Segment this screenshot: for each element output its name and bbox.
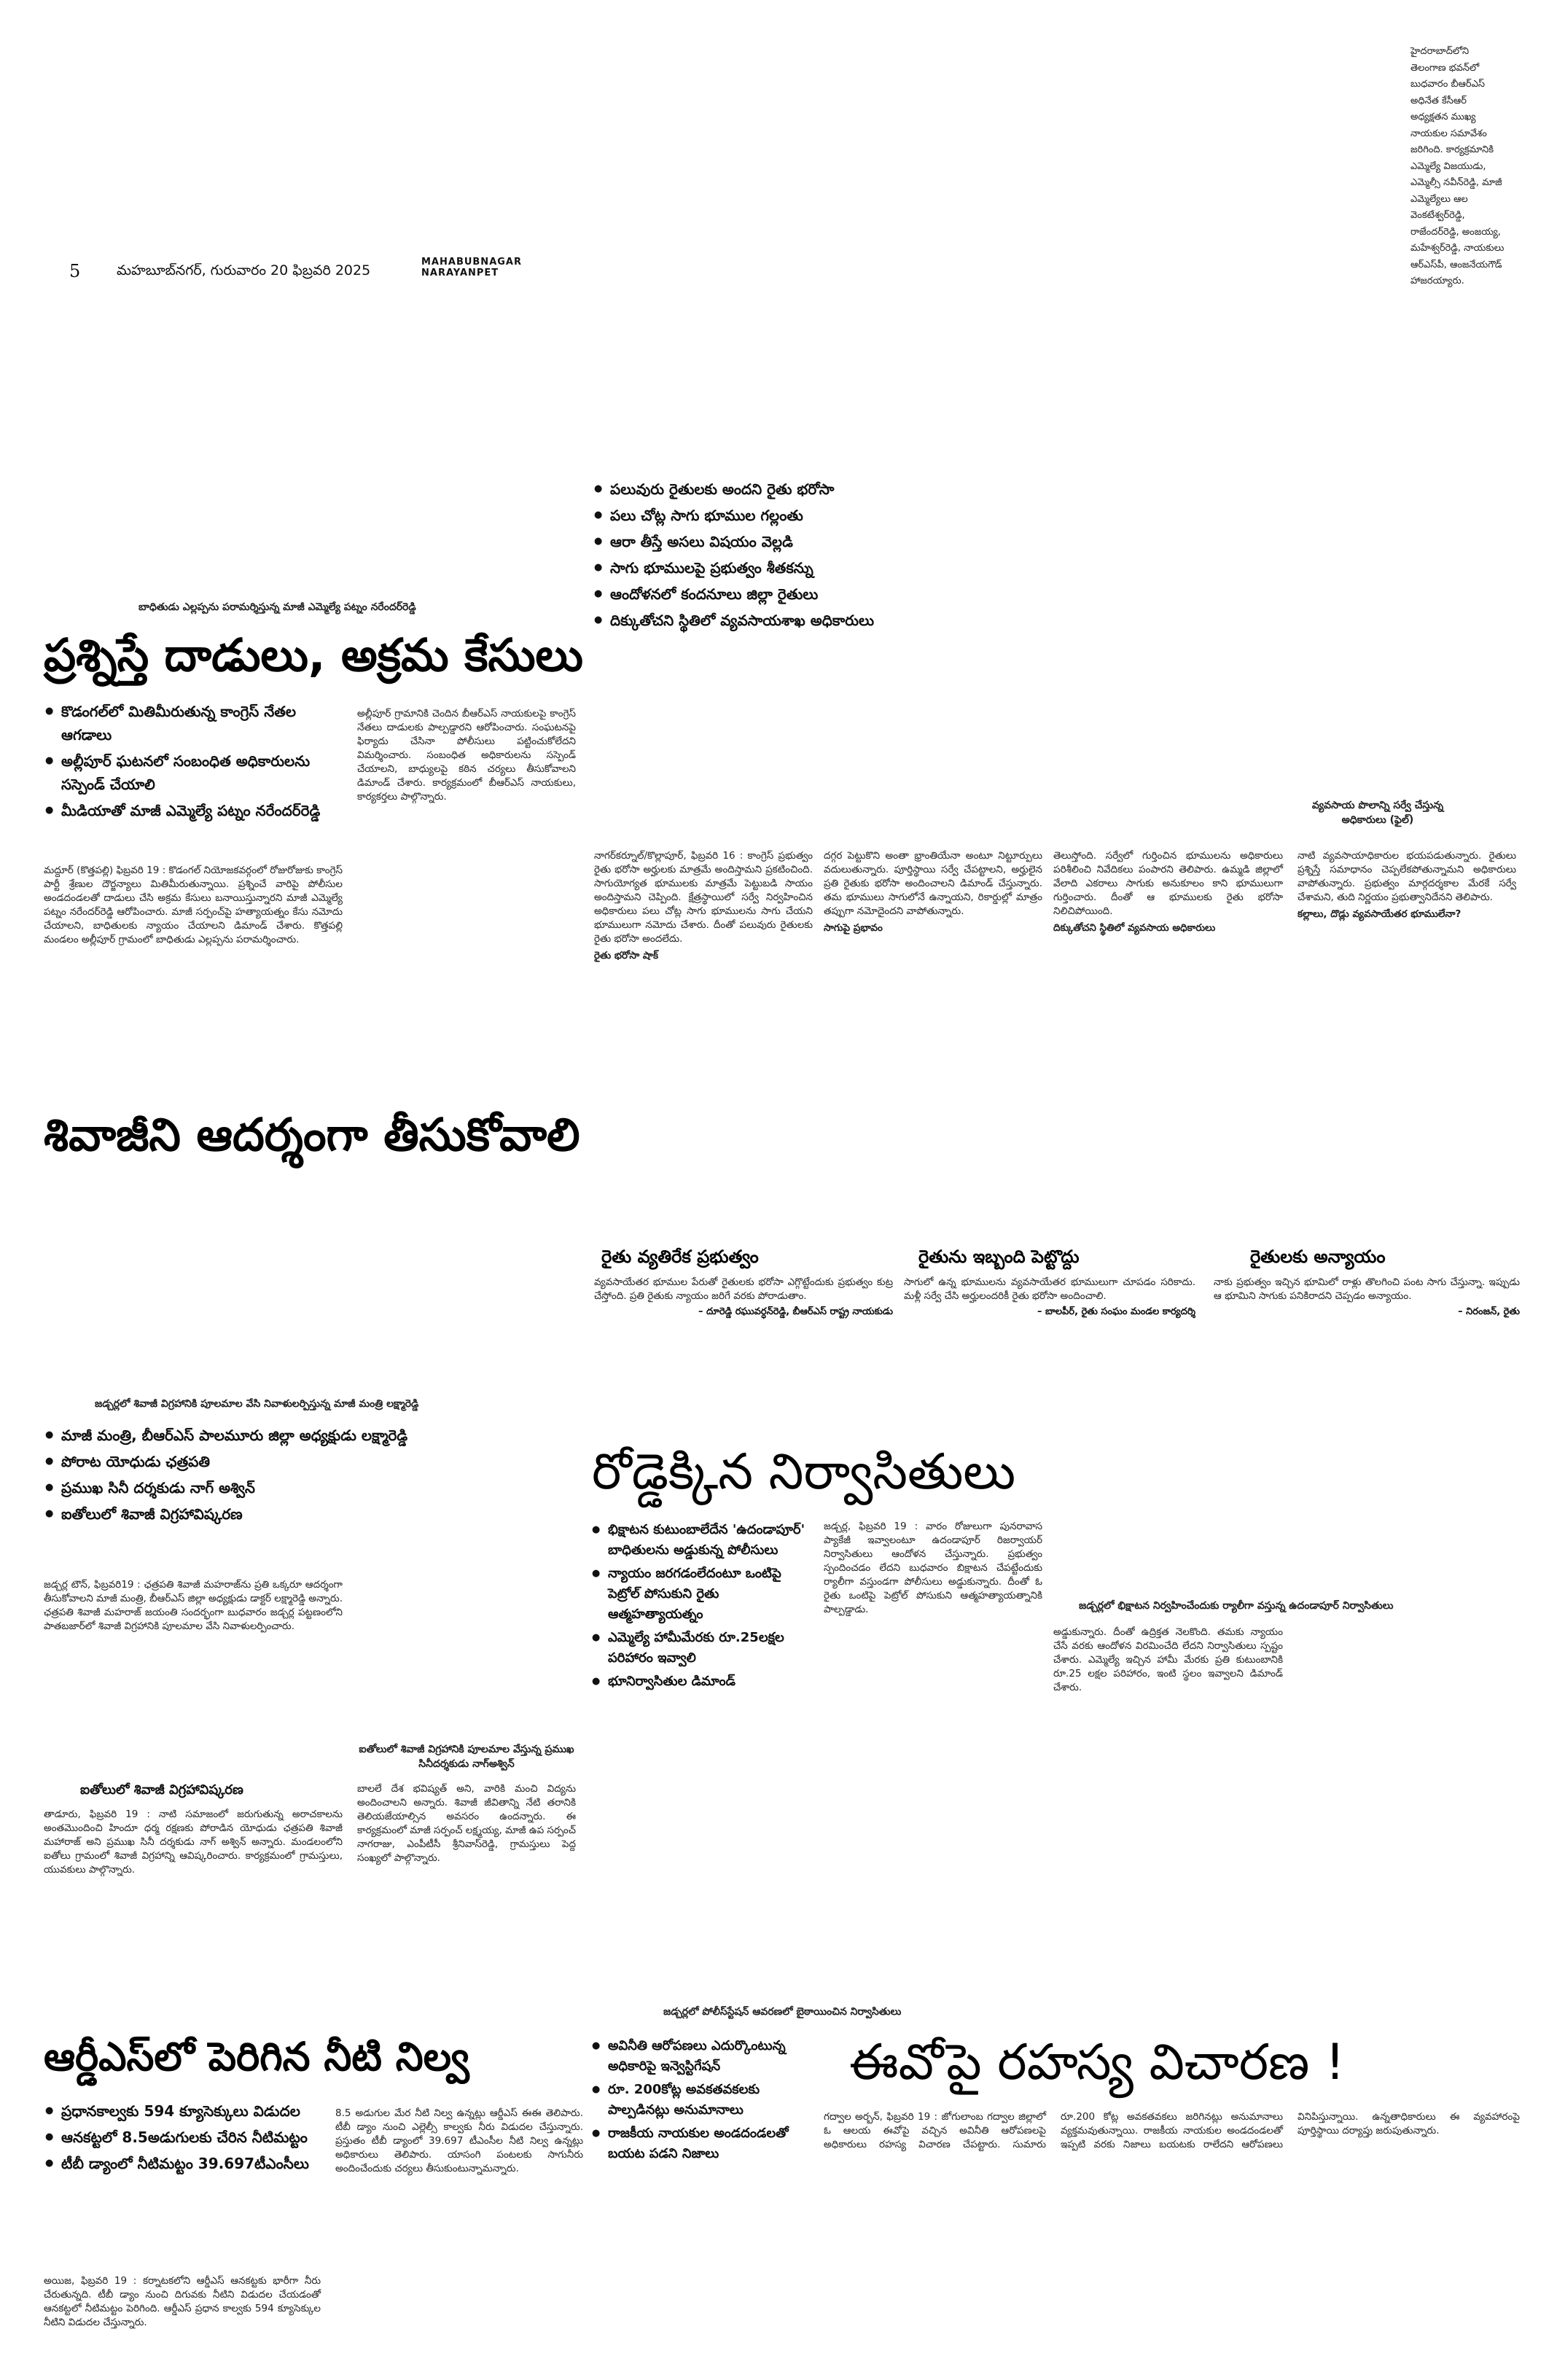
bullet-item: ● సాగు భూములపై ప్రభుత్వం శీతకన్ను (594, 556, 900, 580)
bullet-item: ● రాజకీయ నాయకుల అండదండలతో బయట పడని నిజాలు (592, 2123, 811, 2164)
photo-caption: ఐతోలులో శివాజీ విగ్రహానికి పూలమాల వేస్తున్న ప్రముఖ సినీదర్శకుడు నాగ్‌అశ్విన్ (359, 1744, 574, 1770)
bullet-item: ● ప్రముఖ సినీ దర్శకుడు నాగ్ అశ్విన్ (45, 1476, 555, 1499)
bullet-item: ● పలువురు రైతులకు అందని రైతు భరోసా (594, 477, 900, 501)
quote-box-1: రైతు వ్యతిరేక ప్రభుత్వం వ్యవసాయేతర భూముల పేరుతో రైతులకు భరోసా ఎగ్గొట్టేందుకు ప్రభుత్వం కుట్ర చేస్తోంది. ప్రతి రైతుకు న్యాయం జరిగే వరకు పోరాడుతాం. – దూరెడ్డి రఘువర్ధన్‌రెడ్డి, బీఆర్‌ఎస్ రాష్ట్ర నాయకుడు (594, 1246, 893, 1317)
bullet-item: ● అవినీతి ఆరోపణలు ఎదుర్కొంటున్న అధికారిపై ఇన్వెస్టిగేషన్ (592, 2036, 811, 2077)
headline-displaced: రోడ్డెక్కిన నిర్వాసితులు (592, 1443, 1016, 1501)
photo-caption: జడ్చర్లలో పోలీస్‌స్టేషన్ ఆవరణలో బైఠాయించిన నిర్వాసితులు (663, 2006, 902, 2018)
page-number: 5 (69, 261, 81, 281)
dateline: మహబూబ్‌నగర్, గురువారం 20 ఫిబ్రవరి 2025 (117, 262, 371, 278)
photo-caption: జడ్చర్లలో భిక్షాటన నిర్వహించేందుకు ర్యాలీగా వస్తున్న ఉదండాపూర్ నిర్వాసితులు (1079, 1600, 1394, 1612)
evo-body: గద్వాల అర్బన్, ఫిబ్రవరి 19 : జోగులాంబ గద్వాల జిల్లాలో ఓ ఆలయ ఈవోపై వచ్చిన అవినీతి ఆరోపణలపై అధికారులు రహస్య విచారణ చేపట్టారు. సుమారు రూ.200 కోట్ల అవకతవకలు జరిగినట్లు అనుమానాలు వ్యక్తమవుతున్నాయి. రాజకీయ నాయకుల అండదండలతో ఇప్పటి వరకు నిజాలు బయటకు రాలేదని ఆరోపణలు వినిపిస్తున్నాయి. ఉన్నతాధికారులు ఈ వ్యవహారంపై పూర్తిస్థాయి దర్యాప్తు జరుపుతున్నారు. (824, 2111, 1520, 2150)
headline-shivaji: శివాజీని ఆదర్శంగా తీసుకోవాలి (44, 1108, 580, 1161)
photo-kicker: బాధితుడు ఎల్లప్పను పరామర్శిస్తున్న మాజీ ఎమ్మెల్యే పట్నం నరేందర్‌రెడ్డి (138, 601, 416, 613)
bullet-item: ● ఐతోలులో శివాజీ విగ్రహావిష్కరణ (45, 1502, 555, 1526)
rds-body-right: 8.5 అడుగుల మేర నీటి నిల్వ ఉన్నట్లు ఆర్డీఎస్ ఈఈ తెలిపారు. టీబీ డ్యాం నుంచి ఎల్లెల్సీ కాల్వకు నీరు విడుదల చేస్తున్నారు. ప్రస్తుతం టీబీ డ్యాంలో 39.697 టీఎంసీల నీటి నిల్వ ఉన్నట్లు అధికారులు తెలిపారు. యాసంగి పంటలకు సాగునీరు అందించేందుకు చర్యలు తీసుకుంటున్నామన్నారు. (335, 2107, 583, 2174)
bullet-item: ● దిక్కుతోచని స్థితిలో వ్యవసాయశాఖ అధికారులు (594, 609, 900, 632)
bullet-item: ● ఆనకట్టలో 8.5అడుగులకు చేరిన నీటిమట్టం (45, 2126, 322, 2149)
bullet-item: ● ఆరా తీస్తే అసలు విషయం వెల్లడి (594, 530, 900, 553)
bullet-item: ● మాజీ మంత్రి, బీఆర్‌ఎస్ పాలమూరు జిల్లా అధ్యక్షుడు లక్ష్మారెడ్డి (45, 1424, 555, 1447)
quote-box-3: రైతులకు అన్యాయం నాకు ప్రభుత్వం ఇచ్చిన భూమిలో రాళ్లు తొలగించి పంట సాగు చేస్తున్నా. ఇప్పుడు ఆ భూమిని సాగుకు పనికిరాదని చెప్పడం అన్యాయం. – నిరంజన్, రైతు (1214, 1246, 1520, 1317)
farmers-col-3: తెలుస్తోంది. సర్వేలో గుర్తించిన భూములను అధికారులు పరిశీలించి నివేదికలు పంపారని తెలిపారు. ఉమ్మడి జిల్లాలో వేలాది ఎకరాలు సాగుకు అనుకూలం కాని భూములుగా గుర్తించారు. దీంతో ఆ భూములకు రైతు భరోసా నిలిచిపోయింది. దిక్కుతోచని స్థితిలో వ్యవసాయ అధికారులు (1053, 850, 1283, 934)
photo-caption: వ్యవసాయ పొలాన్ని సర్వే చేస్తున్న అధికారులు (ఫైల్) (1311, 800, 1444, 826)
bullet-item: ● ప్రధానకాల్వకు 594 క్యూసెక్కులు విడుదల (45, 2099, 322, 2123)
edition-label: MAHABUBNAGAR NARAYANPET (421, 257, 522, 278)
displaced-body-right: అడ్డుకున్నారు. దీంతో ఉద్రిక్తత నెలకొంది. తమకు న్యాయం చేసే వరకు ఆందోళన విరమించేది లేదని నిర్వాసితులు స్పష్టం చేశారు. ఎమ్మెల్యే ఇచ్చిన హామీ మేరకు ప్రతి కుటుంబానికి రూ.25 లక్షల పరిహారం, ఇంటి స్థలం ఇవ్వాలని డిమాండ్ చేశారు. (1053, 1626, 1283, 1693)
headline-attacks: ప్రశ్నిస్తే దాడులు, అక్రమ కేసులు (44, 628, 583, 682)
bullet-item: ● భిక్షాటన కుటుంబాలేదేన 'ఉదండాపూర్' బాధితులను అడ్డుకున్న పోలీసులు (592, 1520, 811, 1561)
farmers-bullets (594, 477, 900, 635)
article1-body-left: మద్దూర్ (కొత్తపల్లి) ఫిబ్రవరి 19 : కొడంగల్ నియోజకవర్గంలో రోజురోజుకు కాంగ్రెస్ పార్టీ శ్రేణుల దౌర్జన్యాలు మితిమీరుతున్నాయి. ప్రశ్నించే వారిపై పోలీసుల అండదండలతో దాడులు చేసి అక్రమ కేసులు బనాయిస్తున్నారని మాజీ ఎమ్మెల్యే పట్నం నరేందర్‌రెడ్డి ఆరోపించారు. మాజీ సర్పంచ్‌పై హత్యాయత్నం కేసు నమోదు చేయాలని, బాధితులకు న్యాయం చేయాలని డిమాండ్ చేశారు. కొత్తపల్లి మండలం అల్లీపూర్ గ్రామంలో బాధితుడు ఎల్లప్పను పరామర్శించారు. (44, 865, 343, 945)
bullet-item: ● ఎమ్మెల్యే హామీమేరకు రూ.25లక్షల పరిహారం ఇవ్వాలి (592, 1628, 811, 1669)
displaced-body-left: జడ్చర్ల, ఫిబ్రవరి 19 : వారం రోజులుగా పునరావాస ప్యాకేజీ ఇవ్వాలంటూ ఉదండాపూర్ రిజర్వాయర్ నిర్వాసితులు ఆందోళన చేస్తున్నారు. ప్రభుత్వం స్పందించడం లేదని బుధవారం బిక్షాటన చేపట్టేందుకు ర్యాలీగా వస్తుండగా పోలీసులు అడ్డుకున్నారు. దీంతో ఓ రైతు ఒంటిపై పెట్రోల్ పోసుకుని ఆత్మహత్యాయత్నానికి పాల్పడ్డాడు. (824, 1521, 1042, 1615)
bullet-item: ● టీబీ డ్యాంలో నీటిమట్టం 39.697టీఎంసీలు (45, 2152, 322, 2175)
farmers-col-2: దగ్గర పెట్టుకొని అంతా భ్రాంతియేనా అంటూ నిట్టూర్పులు వదులుతున్నారు. పూర్తిస్థాయి సర్వే చేపట్టాలని, అర్హులైన ప్రతి రైతుకు భరోసా అందించాలని డిమాండ్ చేస్తున్నారు. తమ భూములు సాగులోనే ఉన్నాయని, రికార్డుల్లో మాత్రం తప్పుగా నమోదైందని వాపోతున్నారు. సాగుపై ప్రభావం (824, 850, 1042, 934)
rds-body-left: అయిజ, ఫిబ్రవరి 19 : కర్నాటకలోని ఆర్డీఎస్ ఆనకట్టకు భారీగా నీరు చేరుతున్నది. టీబీ డ్యాం నుంచి దిగువకు నీటిని విడుదల చేయడంతో ఆనకట్టలో నీటిమట్టం పెరిగింది. ఆర్డీఎస్ ప్రధాన కాల్వకు 594 క్యూసెక్కుల నీటిని విడుదల చేస్తున్నారు. (44, 2275, 321, 2328)
article1-body-right: అల్లీపూర్ గ్రామానికి చెందిన బీఆర్‌ఎస్ నాయకులపై కాంగ్రెస్ నేతలు దాడులకు పాల్పడ్డారని ఆరోపించారు. సంఘటనపై ఫిర్యాదు చేసినా పోలీసులు పట్టించుకోలేదని విమర్శించారు. సంబంధిత అధికారులను సస్పెండ్ చేయాలని, బాధ్యులపై కఠిన చర్యలు తీసుకోవాలని డిమాండ్ చేశారు. కార్యక్రమంలో బీఆర్‌ఎస్ నాయకులు, కార్యకర్తలు పాల్గొన్నారు. (357, 708, 576, 803)
article1-bullets (45, 700, 344, 825)
rds-bullets (45, 2099, 322, 2178)
bullet-item: ● రూ. 200కోట్ల అవకతవకలకు పాల్పడినట్లు అనుమానాలు (592, 2080, 811, 2120)
bullet-item: ● పలు చోట్ల సాగు భూముల గల్లంతు (594, 504, 900, 527)
shivaji-bullets (45, 1424, 555, 1529)
shivaji-subhead: ఐతోలులో శివాజీ విగ్రహావిష్కరణ (80, 1782, 243, 1798)
bullet-item: ● మీడియాతో మాజీ ఎమ్మెల్యే పట్నం నరేందర్‌రెడ్డి (45, 799, 344, 822)
bullet-item: ● భూనిర్వాసితుల డిమాండ్ (592, 1671, 811, 1692)
photo-kicker: జడ్చర్లలో శివాజీ విగ్రహానికి పూలమాల వేసి నివాళులర్పిస్తున్న మాజీ మంత్రి లక్ష్మారెడ్డి (95, 1398, 419, 1410)
farmers-col-4: నాటి వ్యవసాయాధికారుల భయపడుతున్నారు. రైతులు ప్రశ్నిస్తే సమాధానం చెప్పలేకపోతున్నామని అధికారులు వాపోతున్నారు. ప్రభుత్వం మార్గదర్శకాల మేరకే సర్వే చేశామని, తుది నిర్ణయం ప్రభుత్వానిదేనని తెలిపారు. కల్లాలు, దొడ్లు వ్యవసాయేతర భూములేనా? (1298, 850, 1516, 920)
displaced-bullets (592, 1520, 811, 1695)
bullet-item: ● ఆందోళనలో కందనూలు జిల్లా రైతులు (594, 582, 900, 606)
shivaji-body-2: తాడూరు, ఫిబ్రవరి 19 : నాటి సమాజంలో జరుగుతున్న అరాచకాలను అంతమొందించి హిందూ ధర్మ రక్షణకు పోరాడిన యోధుడు ఛత్రపతి శివాజీ మహారాజ్ అని ప్రముఖ సినీ దర్శకుడు నాగ్ అశ్విన్ అన్నారు. మండలంలోని ఐతోలు గ్రామంలో శివాజీ విగ్రహాన్ని ఆవిష్కరించారు. కార్యక్రమంలో గ్రామస్తులు, యువకులు పాల్గొన్నారు. (44, 1809, 343, 1876)
headline-evo: ఈవోపై రహస్య విచారణ ! (849, 2034, 1346, 2091)
quote-box-2: రైతును ఇబ్బంది పెట్టొద్దు సాగులో ఉన్న భూములను వ్యవసాయేతర భూములుగా చూపడం సరికాదు. మళ్లీ సర్వే చేసి అర్హులందరికీ రైతు భరోసా అందించాలి. – బాలపీర్, రైతు సంఘం మండల కార్యదర్శి (904, 1246, 1195, 1317)
top-right-column: హైదరాబాద్‌లోని తెలంగాణ భవన్‌లో బుధవారం బీఆర్‌ఎస్ అధినేత కేసీఆర్ అధ్యక్షతన ముఖ్య నాయకుల సమావేశం జరిగింది. కార్యక్రమానికి ఎమ్మెల్యే విజయుడు, ఎమ్మెల్సీ నవీన్‌రెడ్డి, మాజీ ఎమ్మెల్యేలు ఆల వెంకటేశ్వర్‌రెడ్డి, రాజేందర్‌రెడ్డి, అంజయ్య, మహేశ్వర్‌రెడ్డి, నాయకులు ఆర్‌ఎస్‌పీ, ఆంజనేయగౌడ్ హాజరయ్యారు. (1410, 46, 1505, 286)
bullet-item: ● కొడంగల్‌లో మితిమీరుతున్న కాంగ్రెస్ నేతల ఆగడాలు (45, 700, 344, 746)
headline-rds: ఆర్డీఎస్‌లో పెరిగిన నీటి నిల్వ (44, 2034, 469, 2080)
shivaji-body-1: జడ్చర్ల టౌన్, ఫిబ్రవరి19 : ఛత్రపతి శివాజీ మహరాజ్‌ను ప్రతి ఒక్కరూ ఆదర్శంగా తీసుకోవాలని మాజీ మంత్రి, బీఆర్‌ఎస్ జిల్లా అధ్యక్షుడు డాక్టర్ లక్ష్మారెడ్డి అన్నారు. ఛత్రపతి శివాజీ మహరాజ్ జయంతి సందర్భంగా బుధవారం జడ్చర్ల పట్టణంలోని పాతబజార్‌లో శివాజీ విగ్రహానికి పూలమాల వేసి నివాళులర్పించారు. (44, 1579, 343, 1632)
shivaji-body-3: బాలలే దేశ భవిష్యత్ అని, వారికి మంచి విద్యను అందించాలని అన్నారు. శివాజీ జీవితాన్ని నేటి తరానికి తెలియజేయాల్సిన అవసరం ఉందన్నారు. ఈ కార్యక్రమంలో మాజీ సర్పంచ్ లక్ష్మయ్య, మాజీ ఉప సర్పంచ్ నాగరాజు, ఎంపీటీసీ శ్రీనివాస్‌రెడ్డి, గ్రామస్తులు పెద్ద సంఖ్యలో పాల్గొన్నారు. (357, 1783, 576, 1864)
farmers-col-1: నాగర్‌కర్నూల్/కొల్లాపూర్, ఫిబ్రవరి 16 : కాంగ్రెస్ ప్రభుత్వం రైతు భరోసా అర్హులకు మాత్రమే అందిస్తామని ప్రకటించింది. సాగుయోగ్యత భూములకు మాత్రమే పెట్టుబడి సాయం అందిస్తామని చెప్పింది. క్షేత్రస్థాయిలో సర్వే నిర్వహించిన అధికారులు పలు చోట్ల సాగు భూములను సాగు చేయని భూములుగా నమోదు చేశారు. దీంతో పలువురు రైతులకు రైతు భరోసా అందలేదు. రైతు భరోసా షాక్ (594, 850, 813, 961)
bullet-item: ● న్యాయం జరగడంలేదంటూ ఒంటిపై పెట్రోల్ పోసుకుని రైతు ఆత్మహత్యాయత్నం (592, 1564, 811, 1625)
evo-bullets (592, 2036, 811, 2167)
bullet-item: ● అల్లీపూర్ ఘటనలో సంబంధిత అధికారులను సస్పెండ్ చేయాలి (45, 749, 344, 796)
bullet-item: ● పోరాట యోధుడు ఛత్రపతి (45, 1450, 555, 1473)
